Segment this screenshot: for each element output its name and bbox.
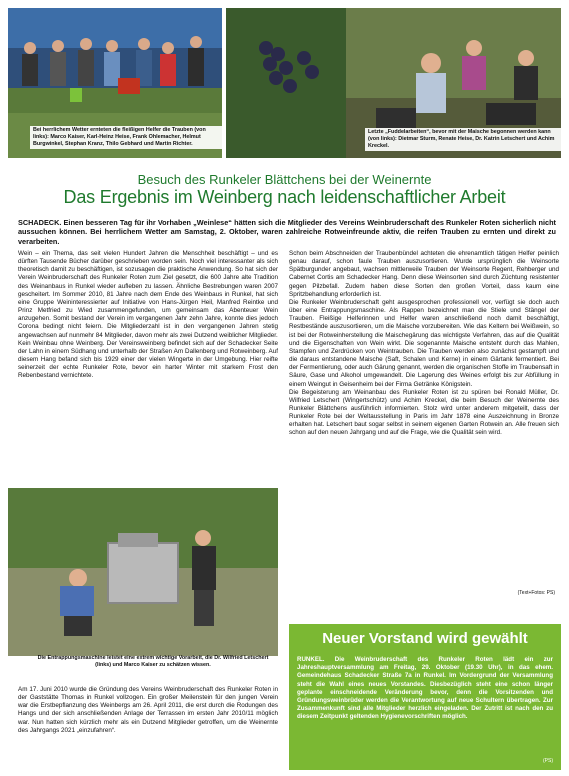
notice-box	[289, 624, 561, 770]
article-column-left-top	[18, 250, 278, 381]
article-column-right	[289, 250, 559, 438]
article-paragraph: Am 17. Juni 2010 wurde die Gründung des Vereins Weinbruderschaft des Runkeler Roten in der Gaststätte Thomas in Runkel vollzogen. Ein großer Meilenstein für den jungen Verein war die Erstbepflanzung des Weinbergs am 26. April 2011, die erst durch die Rodungen des Hangs und der sich anschließenden Anlage der Terrassen im ersten Jahr 2010/11 möglich war. Nun hatten sich kürzlich mehr als ein Dutzend Mitglieder getroffen, um die Weinernte des Jahrgangs 2021 „einzufahren“.	[18, 686, 278, 734]
photo-credit: (Text+Fotos: PS)	[517, 590, 555, 596]
article-column-left-bottom	[18, 686, 278, 735]
article-paragraph: Schon beim Abschneiden der Traubenbündel achteten die ehrenamtlich tätigen Helfer peinlich genau darauf, schon faule Trauben auszusortieren. Wurde ursprünglich die Weinsorte Spätburgunder angebaut, wachsen mittlerweile Trauben der Weinsorte Regent, Rehberger und Cabernet Cortis am Schadecker Hang. Denn diese Weinsorten sind durch Züchtung resistenter gegen Pilzbefall. Zudem haben diese Sorten den großen Vorteil, dass kaum eine Spritzbehandlung erforderlich ist.	[289, 250, 559, 298]
notice-title: Neuer Vorstand wird gewählt	[322, 630, 528, 647]
caption-harvest-helpers: Bei herrlichem Wetter ernteten die fleißigen Helfer die Trauben (von links): Marco Kaiser, Karl-Heinz Heise, Frank Ohlemacher, Helmut Burgwinkel, Stephan Kranz, Thilo Gebhard und Martin Richter.	[30, 126, 224, 149]
photo-destemming-machine-drawing	[8, 488, 278, 656]
article-paragraph: Die Runkeler Weinbruderschaft geht ausgesprochen professionell vor, verfügt sie doch auch über eine Entrappungsmaschine. Als Rappen bezeichnet man die Stiele und Stängel der Trauben. Fleißige Helferinnen und Helfer waren anschließend noch damit beschäftigt, Restbestände auszusortieren, um die Maische vorzubereiten. Wie das Keltern bei Weißwein, so ist bei der Rotweinherstellung die Maischegärung das wichtigste Verfahren, das auf die Qualität und die Eigenschaften von Wein wirkt. Die sogenannte Maische entsteht durch das Mahlen, Stampfen und Zerdrücken von Weintrauben. Die Trauben werden also zunächst gestampft und die daraus entstandene Maische (Saft, Schalen und Kerne) in einem Gärtank fermentiert. Bei der Fermentierung, oder auch Gärung genannt, werden die organischen Stoffe im Traubensaft in Säure, Gase und Alkohol umgewandelt. Die Lagerung des Weines erfolgt bis zur Abfüllung in einem Weingut in Geisenheim bei der Firma Getränke Königstein.	[289, 298, 559, 388]
notice-credit: (PS)	[543, 758, 553, 764]
caption-destemming-machine: Die Entrappungsmaschine leistet eine extrem wichtige Vorarbeit, die Dr. Wilfried Letschert (links) und Marco Kaiser zu schätzen wissen.	[37, 655, 269, 668]
caption-grapes-sorting: Letzte „Fuddelarbeiten“, bevor mit der Maische begonnen werden kann (von links): Dietmar Sturm, Renate Heise, Dr. Katrin Letschert und Achim Kreckel.	[365, 128, 565, 151]
article-paragraph: Wein – ein Thema, das seit vielen Hundert Jahren die Menschheit beschäftigt – und es dürften Tausende Bücher darüber geschrieben worden sein. Noch viel interessanter als sich theoretisch damit zu beschäftigen, ist sozusagen die praktische Anwendung. So hat sich der Verein Weinbruderschaft des Runkeler Roten zum Ziel gesetzt, die 600 Jahre alte Tradition des Weinanbaus in Runkel wieder aufleben zu lassen. Ähnliche Bestrebungen waren 2007 gescheitert. Im Sommer 2010, 81 Jahre nach dem Ende des Weinbaus in Runkel, hat sich eine Gruppe Weininteressierter auf Initiative von Hans-Jürgen Heil, Manfred Reintke und Prinz Metfried zu Wied zusammengefunden, um gemeinsam das Abenteuer Wein anzugehen. Somit bestand der Verein im vergangenen Jahr zehn Jahre, konnte dies jedoch Corona bedingt nicht feiern. Die Mitgliederzahl ist in den vergangenen Jahren stetig angewachsen auf nunmehr 84 Mitglieder, davon mehr als zwei Dutzend weiblicher Mitglieder.	[18, 250, 278, 339]
article-kicker: Besuch des Runkeler Blättchens bei der Weinernte	[137, 172, 432, 187]
article-lead: SCHADECK. Einen besseren Tag für ihr Vorhaben „Weinlese“ hätten sich die Mitglieder des Vereins Weinbruderschaft des Runkeler Roten sicherlich nicht aussuchen können. Bei herrlichem Wetter am Samstag, 2. Oktober, waren zahlreiche Rotweinfreunde aktiv, die reifen Trauben zu ernten und direkt zu verarbeiten.	[18, 218, 556, 246]
article-headline: Das Ergebnis im Weinberg nach leidenschaftlicher Arbeit	[63, 187, 506, 207]
article-paragraph: Die Begeisterung am Weinanbau des Runkeler Roten ist zu spüren bei Ronald Müller, Dr. Wilfried Letschert (Wingertschütz) und Achim Kreckel, die beim Besuch der Weinernte des Runkeler Blättchens ausführlich informierten. Stolz wird unter anderem mitgeteilt, dass der Runkeler Rote bei der Weltausstellung in Paris im Jahr 1878 eine Auszeichnung in Bronze erhalten hat. Letschert baut sogar selbst in seinem eigenen Garten Rotwein an. Alle freuen sich schon auf den neuen Jahrgang und auf die Frage, wie die Qualität sein wird.	[289, 388, 559, 437]
article-paragraph: Kein Weinbau ohne Weinberg. Der Vereinsweinberg befindet sich auf der Schadecker Seite der Lahn in einem Südhang und unterhalb der Straßen Am Dallenberg und Rotweinberg. Auf diesem Hang befand sich bis 1929 einer der vielen Wingerte in der Umgebung. Hier reifte seinerzeit der echte Runkeler Rote, bevor ein harter Winter mit starkem Frost den Rebenbestand vernichtete.	[18, 339, 278, 380]
photo-destemming-machine	[8, 488, 278, 656]
notice-text: RUNKEL. Die Weinbruderschaft des Runkeler Roten lädt ein zur Jahreshauptversammlung am Freitag, 29. Oktober (19.30 Uhr), in das ehem. Gemeindehaus Schadecker Straße 7a in Runkel. Im Vordergrund der Versammlung steht die Wahl eines neues Vorstandes. Diesbezüglich steht eine schon länger geplante einschneidende Veränderung bevor, denn die Vorsitzenden und Gründungsweinbrüder werden die Verantwortung auf neue Schultern übertragen. Zur Zusammenkunft sind alle Mitglieder herzlich eingeladen. Der Zutritt ist nach den zu diesem Zeitpunkt geltenden Hygienevorschriften möglich.	[297, 656, 553, 721]
